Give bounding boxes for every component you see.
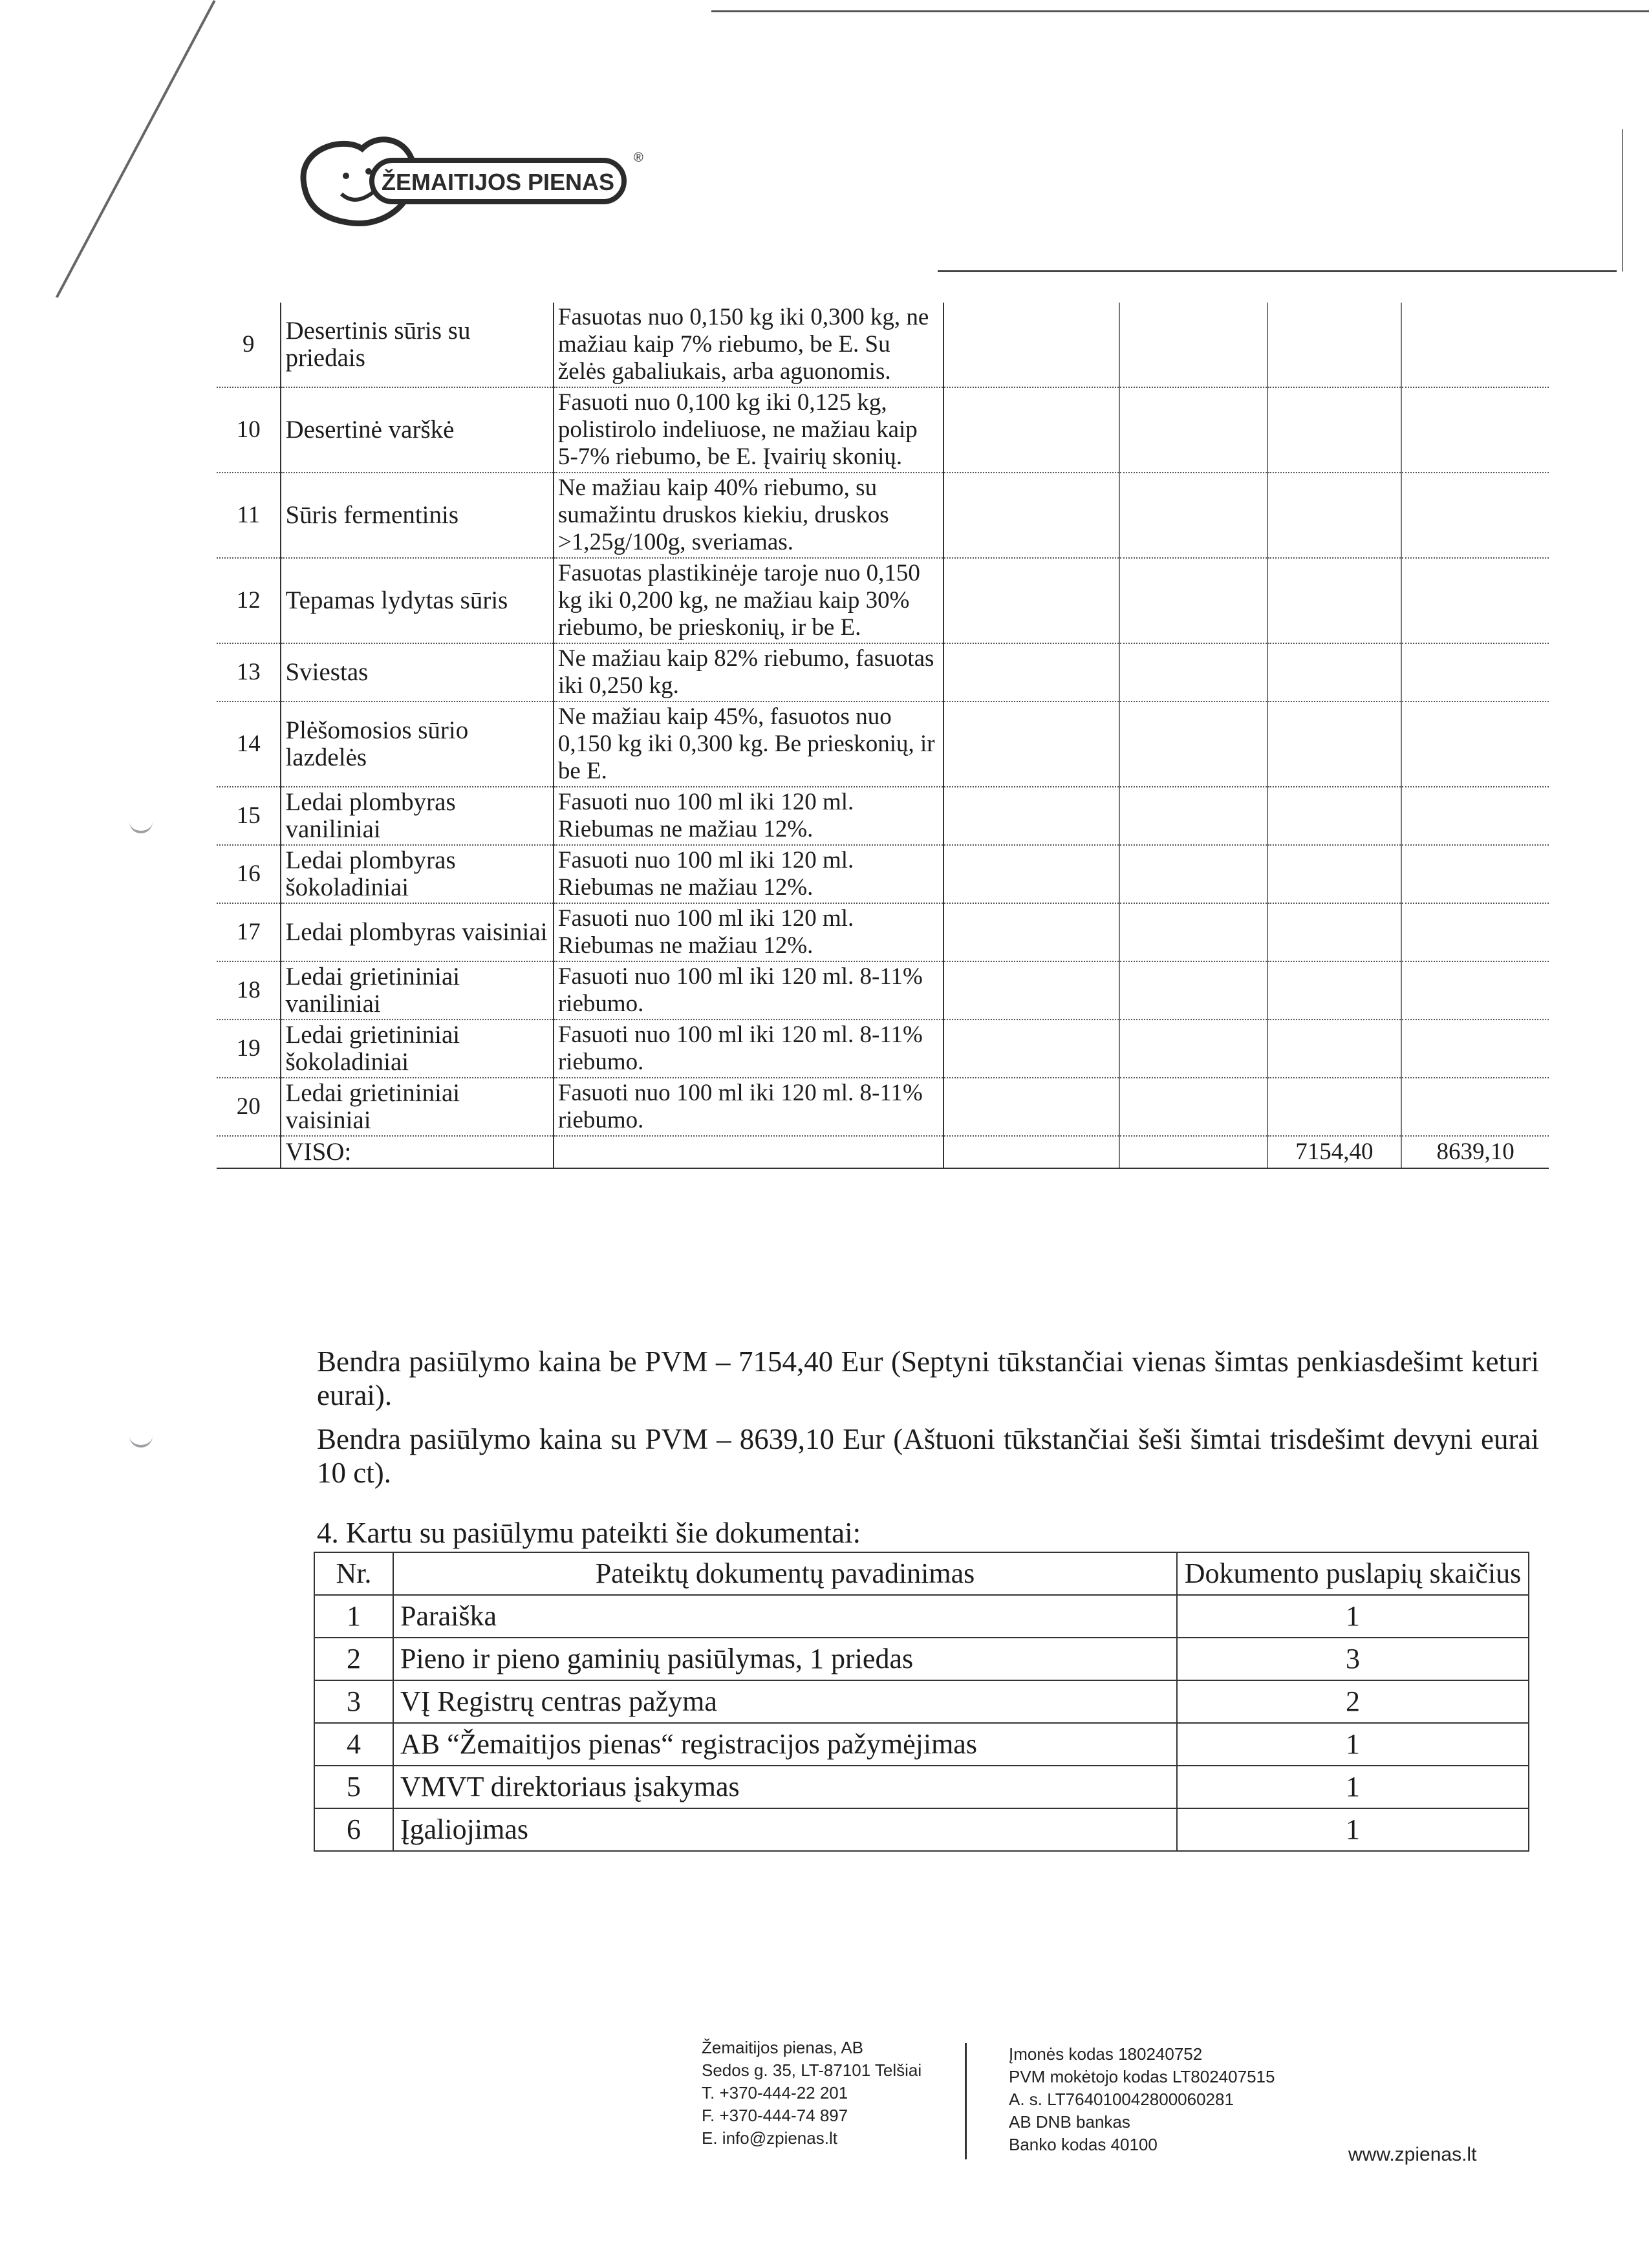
empty-cell [1119, 387, 1267, 473]
documents-heading: 4. Kartu su pasiūlymu pateikti šie dokumentai: [317, 1517, 861, 1549]
empty-cell [1267, 701, 1401, 787]
product-nr: 20 [217, 1078, 281, 1136]
total-without-vat-cell: 7154,40 [1267, 1136, 1401, 1168]
empty-cell [943, 1020, 1119, 1078]
product-row [217, 473, 1549, 558]
document-page-count: 3 [1177, 1638, 1529, 1680]
product-name: Sūris fermentinis [281, 473, 553, 558]
product-row [217, 701, 1549, 787]
product-name: Ledai grietininiai vaniliniai [281, 961, 553, 1020]
empty-cell [1119, 701, 1267, 787]
empty-cell [943, 387, 1119, 473]
product-description: Fasuoti nuo 0,100 kg iki 0,125 kg, polistirolo indeliuose, ne mažiau kaip 5-7% riebumo, be E. Įvairių skonių. [554, 387, 943, 473]
product-description: Fasuoti nuo 100 ml iki 120 ml. 8-11% riebumo. [554, 1078, 943, 1136]
header-page-count: Dokumento puslapių skaičius [1177, 1552, 1529, 1595]
document-page-count: 2 [1177, 1680, 1529, 1723]
product-description: Ne mažiau kaip 40% riebumo, su sumažintu druskos kiekiu, druskos >1,25g/100g, sveriamas. [554, 473, 943, 558]
product-row [217, 558, 1549, 643]
total-with-vat-cell: 8639,10 [1401, 1136, 1549, 1168]
product-description: Ne mažiau kaip 82% riebumo, fasuotas iki 0,250 kg. [554, 643, 943, 701]
product-description: Fasuoti nuo 100 ml iki 120 ml. 8-11% riebumo. [554, 1020, 943, 1078]
empty-cell [1267, 303, 1401, 387]
product-nr: 17 [217, 903, 281, 961]
empty-cell [943, 473, 1119, 558]
punch-hole-bottom [129, 1432, 153, 1448]
document-row [314, 1808, 1529, 1851]
product-table [217, 303, 1549, 1169]
empty-cell [1401, 903, 1549, 961]
empty-cell [1119, 1136, 1267, 1168]
empty-cell [1119, 1020, 1267, 1078]
empty-cell [1267, 961, 1401, 1020]
empty-cell [943, 961, 1119, 1020]
empty-cell [1401, 643, 1549, 701]
empty-cell [1119, 787, 1267, 845]
empty-cell [1267, 558, 1401, 643]
product-nr: 18 [217, 961, 281, 1020]
empty-cell [943, 903, 1119, 961]
product-nr: 16 [217, 845, 281, 903]
company-logo [285, 123, 647, 239]
product-row [217, 1078, 1549, 1136]
empty-cell [1267, 1078, 1401, 1136]
empty-cell [943, 787, 1119, 845]
product-total-row [217, 1136, 1549, 1168]
document-page-count: 1 [1177, 1808, 1529, 1851]
header-document-name: Pateiktų dokumentų pavadinimas [393, 1552, 1177, 1595]
document-row [314, 1723, 1529, 1766]
document-name: Pieno ir pieno gaminių pasiūlymas, 1 priedas [393, 1638, 1177, 1680]
empty-cell [1267, 787, 1401, 845]
empty-cell [1119, 643, 1267, 701]
footer-company-contacts [702, 2037, 921, 2150]
empty-cell [1401, 1020, 1549, 1078]
document-nr: 3 [314, 1680, 393, 1723]
document-name: Paraiška [393, 1595, 1177, 1638]
empty-cell [1401, 961, 1549, 1020]
product-nr: 11 [217, 473, 281, 558]
footer-line: AB DNB bankas [1009, 2112, 1130, 2132]
empty-cell [1401, 1078, 1549, 1136]
footer-company-details [1009, 2043, 1275, 2156]
document-nr: 4 [314, 1723, 393, 1766]
empty-cell [943, 643, 1119, 701]
total-without-vat: Bendra pasiūlymo kaina be PVM – 7154,40 Eur (Septyni tūkstančiai vienas šimtas penkiasdešimt keturi eurai). [317, 1345, 1539, 1411]
document-page-count: 1 [1177, 1595, 1529, 1638]
document-name: VMVT direktoriaus įsakymas [393, 1766, 1177, 1808]
empty-cell [943, 701, 1119, 787]
footer-line: Įmonės kodas 180240752 [1009, 2044, 1203, 2064]
empty-cell [943, 1136, 1119, 1168]
empty-cell [1119, 961, 1267, 1020]
empty-cell [943, 558, 1119, 643]
document-page-count: 1 [1177, 1723, 1529, 1766]
product-nr: 10 [217, 387, 281, 473]
product-name: Ledai plombyras šokoladiniai [281, 845, 553, 903]
logo-registered-mark: ® [634, 151, 643, 165]
empty-cell [1119, 303, 1267, 387]
footer-line: Sedos g. 35, LT-87101 Telšiai [702, 2060, 922, 2080]
document-page-count: 1 [1177, 1766, 1529, 1808]
product-name: Ledai grietininiai šokoladiniai [281, 1020, 553, 1078]
empty-cell [1119, 558, 1267, 643]
product-nr: 15 [217, 787, 281, 845]
documents-table-header [314, 1552, 1529, 1595]
footer-line: F. +370-444-74 897 [702, 2106, 848, 2125]
empty-cell [1401, 701, 1549, 787]
product-row [217, 787, 1549, 845]
empty-cell [1401, 558, 1549, 643]
empty-cell [554, 1136, 943, 1168]
empty-cell [1401, 303, 1549, 387]
product-nr: 14 [217, 701, 281, 787]
empty-cell [217, 1136, 281, 1168]
document-row [314, 1766, 1529, 1808]
document-nr: 5 [314, 1766, 393, 1808]
empty-cell [1119, 903, 1267, 961]
product-name: Ledai plombyras vaisiniai [281, 903, 553, 961]
product-name: Desertinė varškė [281, 387, 553, 473]
footer-line: T. +370-444-22 201 [702, 2083, 848, 2102]
document-row [314, 1595, 1529, 1638]
empty-cell [1267, 473, 1401, 558]
empty-cell [1267, 643, 1401, 701]
empty-cell [1267, 387, 1401, 473]
empty-cell [943, 1078, 1119, 1136]
total-with-vat: Bendra pasiūlymo kaina su PVM – 8639,10 Eur (Aštuoni tūkstančiai šeši šimtai trisdešimt devyni eurai 10 ct). [317, 1423, 1539, 1489]
scan-edge-mid [938, 270, 1617, 272]
product-name: Sviestas [281, 643, 553, 701]
scan-fold-line [56, 0, 216, 298]
product-row [217, 643, 1549, 701]
footer-separator [965, 2043, 967, 2159]
product-description: Fasuoti nuo 100 ml iki 120 ml. 8-11% riebumo. [554, 961, 943, 1020]
footer-line: E. info@zpienas.lt [702, 2128, 837, 2148]
document-name: AB “Žemaitijos pienas“ registracijos pažymėjimas [393, 1723, 1177, 1766]
scan-edge-right [1622, 129, 1623, 272]
footer-line: PVM mokėtojo kodas LT802407515 [1009, 2067, 1275, 2086]
footer-line: Žemaitijos pienas, AB [702, 2038, 864, 2057]
header-nr: Nr. [314, 1552, 393, 1595]
product-row [217, 387, 1549, 473]
documents-table [314, 1552, 1529, 1852]
document-row [314, 1680, 1529, 1723]
product-row [217, 845, 1549, 903]
product-nr: 13 [217, 643, 281, 701]
product-nr: 19 [217, 1020, 281, 1078]
product-name: Ledai grietininiai vaisiniai [281, 1078, 553, 1136]
product-description: Ne mažiau kaip 45%, fasuotos nuo 0,150 kg iki 0,300 kg. Be prieskonių, ir be E. [554, 701, 943, 787]
product-row [217, 303, 1549, 387]
product-row [217, 903, 1549, 961]
footer-line: A. s. LT764010042800060281 [1009, 2090, 1234, 2109]
product-row [217, 1020, 1549, 1078]
product-name: Desertinis sūris su priedais [281, 303, 553, 387]
document-name: Įgaliojimas [393, 1808, 1177, 1851]
product-description: Fasuoti nuo 100 ml iki 120 ml. Riebumas ne mažiau 12%. [554, 903, 943, 961]
product-name: Ledai plombyras vaniliniai [281, 787, 553, 845]
document-nr: 2 [314, 1638, 393, 1680]
empty-cell [943, 303, 1119, 387]
product-name: Plėšomosios sūrio lazdelės [281, 701, 553, 787]
total-label: VISO: [281, 1136, 553, 1168]
product-row [217, 961, 1549, 1020]
product-nr: 12 [217, 558, 281, 643]
empty-cell [1401, 473, 1549, 558]
punch-hole-top [129, 818, 153, 833]
empty-cell [1119, 845, 1267, 903]
empty-cell [1267, 1020, 1401, 1078]
document-nr: 1 [314, 1595, 393, 1638]
document-name: VĮ Registrų centras pažyma [393, 1680, 1177, 1723]
document-nr: 6 [314, 1808, 393, 1851]
document-row [314, 1638, 1529, 1680]
product-nr: 9 [217, 303, 281, 387]
empty-cell [943, 845, 1119, 903]
empty-cell [1401, 845, 1549, 903]
product-description: Fasuotas nuo 0,150 kg iki 0,300 kg, ne mažiau kaip 7% riebumo, be E. Su želės gabaliukais, arba aguonomis. [554, 303, 943, 387]
empty-cell [1119, 473, 1267, 558]
footer-website: www.zpienas.lt [1348, 2144, 1477, 2165]
empty-cell [1267, 903, 1401, 961]
empty-cell [1119, 1078, 1267, 1136]
empty-cell [1401, 387, 1549, 473]
product-description: Fasuoti nuo 100 ml iki 120 ml. Riebumas ne mažiau 12%. [554, 787, 943, 845]
product-description: Fasuoti nuo 100 ml iki 120 ml. Riebumas ne mažiau 12%. [554, 845, 943, 903]
empty-cell [1401, 787, 1549, 845]
footer-line: Banko kodas 40100 [1009, 2135, 1158, 2154]
scan-edge-top [711, 10, 1649, 12]
logo-text: ŽEMAITIJOS PIENAS [381, 169, 615, 195]
empty-cell [1267, 845, 1401, 903]
product-name: Tepamas lydytas sūris [281, 558, 553, 643]
product-description: Fasuotas plastikinėje taroje nuo 0,150 kg iki 0,200 kg, ne mažiau kaip 30% riebumo, be prieskonių, ir be E. [554, 558, 943, 643]
